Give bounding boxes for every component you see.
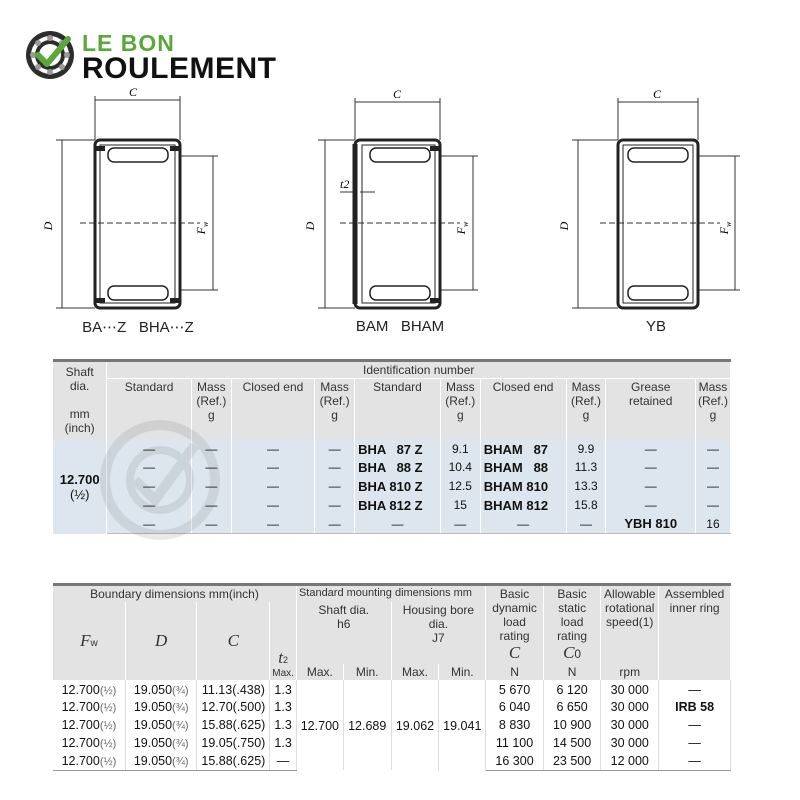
table-row: 12.700(½) 19.050(¾) 15.88(.625) — 16 300 23 500 12 000 — (53, 752, 731, 770)
mass-header-1: Mass (Ref.) g (191, 379, 231, 439)
shaft-value: 12.700 (½) (53, 439, 107, 534)
c-header: C (197, 602, 270, 680)
grease-retained-header: Grease retained (606, 379, 696, 439)
d-header: D (125, 602, 197, 680)
brand-line1: LE BON (82, 30, 175, 56)
drawing-ba-z (40, 85, 240, 318)
shaft-dia-header: Shaft dia. mm (inch) (53, 361, 107, 439)
dim-fw: $F_w$ (454, 221, 470, 235)
table-row: 12.700(½) 19.050(¾) 15.88(.625) 1.3 8 830 10 900 30 000 — (53, 716, 731, 734)
shaft-min: 12.689 (343, 680, 391, 770)
fw-header: Fw (53, 602, 125, 680)
dim-fw: $F_w$ (717, 221, 733, 235)
table-row: — — — — BHA 810 Z 12.5 BHAM 810 13.3 — — (53, 477, 731, 496)
dim-t2: t2 (340, 177, 350, 191)
static-load-header: Basic static load rating C0 (543, 585, 600, 665)
identification-table (53, 359, 731, 534)
boundary-header: Boundary dimensions mm(inch) (53, 585, 296, 603)
dim-d: D (557, 221, 571, 231)
closed-end-header-1: Closed end (231, 379, 314, 439)
mass-header-5: Mass (Ref.) g (695, 379, 730, 439)
bearing-check-icon (24, 29, 76, 81)
inner-ring-header: Assembled inner ring (659, 585, 731, 665)
shaft-max: 12.700 (296, 680, 343, 770)
drawing-yb (557, 87, 760, 318)
t2-header: t2 Max. (270, 602, 297, 680)
dim-c: C (392, 87, 402, 101)
brand-logo (24, 27, 304, 83)
mass-header-3: Mass (Ref.) g (440, 379, 480, 439)
table-row: 12.700(½) 19.050(¾) 19.05(.750) 1.3 11 100 14 500 30 000 — (53, 734, 731, 752)
identification-number-header: Identification number (107, 361, 731, 379)
table-row: 12.700(½) 19.050(¾) 12.70(.500) 1.3 6 040 6 650 30 000 IRB 58 (53, 698, 731, 716)
dynamic-load-header: Basic dynamic load rating C (486, 585, 544, 665)
dim-fw: $F_w$ (194, 221, 210, 235)
housing-max: 19.062 (391, 680, 439, 770)
drawing-label-yb: YB (645, 318, 666, 335)
standard-header-2: Standard (355, 379, 441, 439)
shaft-dia-header: Shaft dia. h6 (296, 602, 391, 664)
dim-c: C (652, 87, 662, 101)
table-row: 12.700 (½) — — — — BHA 87 Z 9.1 BHAM 87 9.9 — — (53, 439, 731, 458)
mass-header-2: Mass (Ref.) g (315, 379, 355, 439)
table-row: — — — — BHA 812 Z 15 BHAM 812 15.8 — — (53, 496, 731, 515)
table-row: 12.700(½) 19.050(¾) 11.13(.438) 1.3 12.700 12.689 19.062 19.041 5 670 6 120 30 000 — (53, 680, 731, 698)
table-row: — — — — BHA 88 Z 10.4 BHAM 88 11.3 — — (53, 458, 731, 477)
dimensions-table: Boundary dimensions mm(inch) Standard mounting dimensions mm Basic dynamic load rating C Basic static load rating C0 Allowable rotational speed(1) Assembled inner ring Fw D C t2 Max. Shaft dia. h6 Housing bore dia. J7 Max. Min. Max. Min. N N rpm 12.700(½) 19.050(¾) 11.13(.438) 1.3 12.700 12.689 19.062 19.041 5 670 6 120 30 000 — 12.700(½) 19.050(¾) 12.70(.500) 1.3 6 040 6 650 30 000 IRB 58 12.700(½) 19.050(¾) 15.88(.625) 1.3 8 830 10 900 30 000 — 12.700(½) 19.050(¾) 19.05(.750) 1.3 11 100 14 500 30 000 — 12.700(½) 19.050(¾) 15.88(.625) — 16 300 23 500 12 000 — (53, 583, 731, 771)
drawing-bam (300, 88, 500, 318)
drawing-label-bam: BAM BHAM (355, 318, 445, 335)
drawing-label-ba: BA⋯Z BHA⋯Z (82, 319, 194, 336)
dim-c: C (128, 85, 138, 99)
closed-end-header-2: Closed end (480, 379, 566, 439)
dim-d: D (41, 221, 55, 231)
dim-d: D (303, 221, 317, 231)
mass-header-4: Mass (Ref.) g (566, 379, 606, 439)
table-row: — — — — — — — — YBH 810 16 (53, 515, 731, 534)
mounting-header: Standard mounting dimensions mm (296, 585, 485, 603)
speed-header: Allowable rotational speed(1) (601, 585, 659, 665)
standard-header-1: Standard (107, 379, 192, 439)
housing-min: 19.041 (439, 680, 486, 770)
housing-bore-header: Housing bore dia. J7 (391, 602, 486, 664)
brand-line2: ROULEMENT (82, 52, 277, 85)
